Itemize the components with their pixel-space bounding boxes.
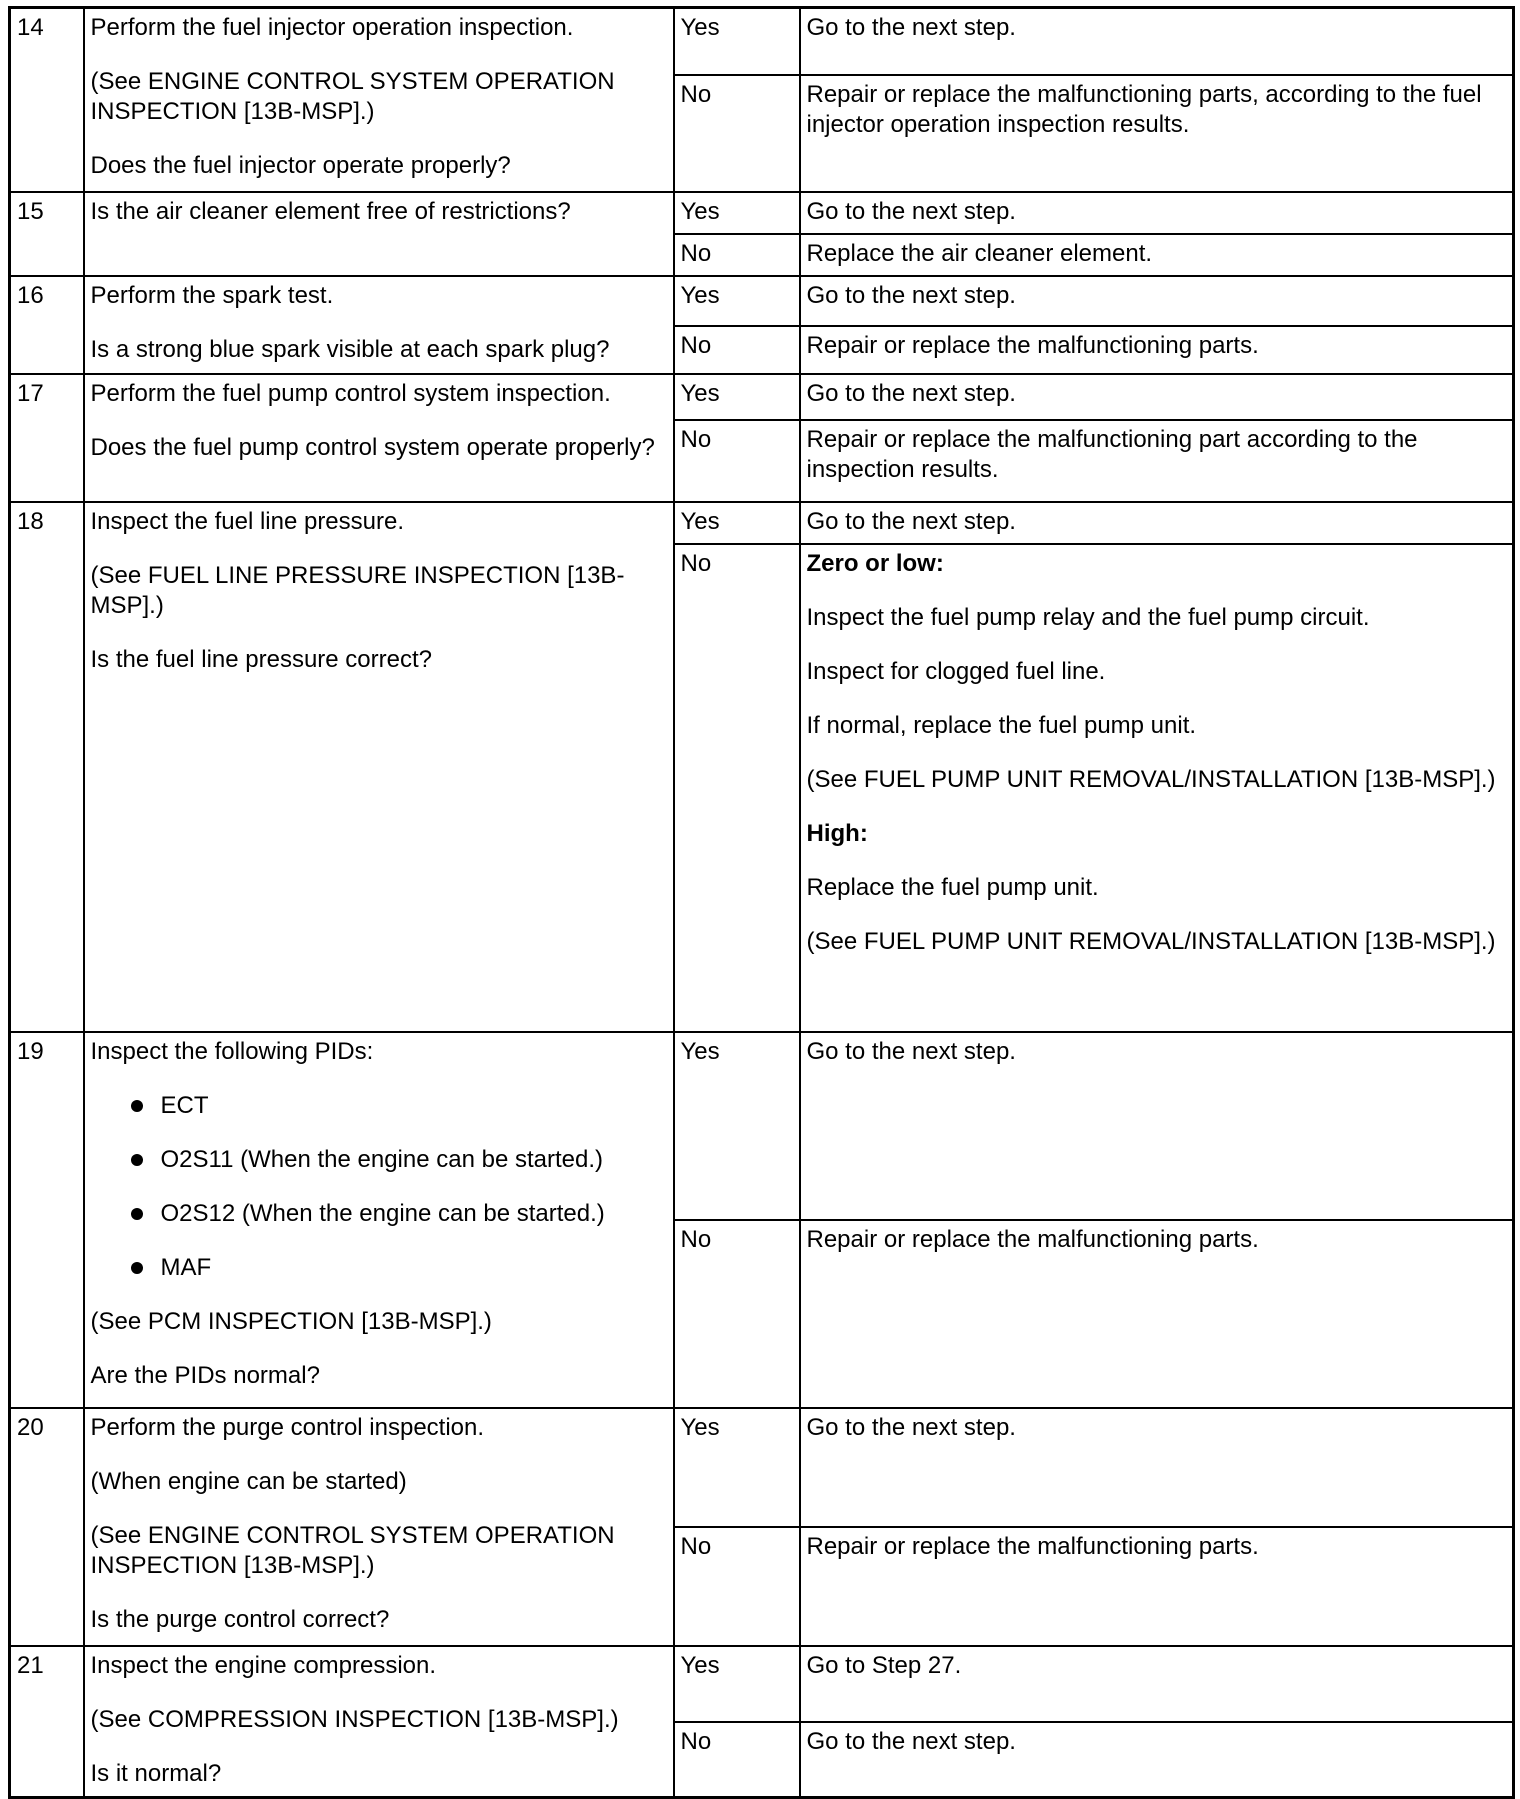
question-line: Is a strong blue spark visible at each spark plug? xyxy=(90,335,610,363)
no-label: No xyxy=(674,234,800,276)
diagnostic-table xyxy=(8,6,1515,1799)
step-number: 19 xyxy=(10,1032,84,1408)
question-line: Inspect the fuel line pressure. xyxy=(90,507,405,535)
bullet-icon xyxy=(131,1208,143,1220)
no-label: No xyxy=(674,544,800,1032)
step-number: 20 xyxy=(10,1408,84,1646)
table-row xyxy=(10,1032,1514,1220)
yes-label: Yes xyxy=(674,1408,800,1527)
question-line: Does the fuel pump control system operate properly? xyxy=(90,433,655,461)
action-line: (See FUEL PUMP UNIT REMOVAL/INSTALLATION [13B-MSP].) xyxy=(806,765,1496,793)
step-number: 18 xyxy=(10,502,84,1032)
step-question xyxy=(84,8,674,192)
pid-list xyxy=(91,1091,667,1283)
pid-label: ECT xyxy=(160,1091,209,1119)
yes-action: Go to the next step. xyxy=(800,374,1514,420)
high-heading: High: xyxy=(806,819,868,847)
question-line: (See FUEL LINE PRESSURE INSPECTION [13B-MSP].) xyxy=(90,561,625,619)
step-question xyxy=(84,374,674,502)
no-label: No xyxy=(674,1220,800,1408)
no-action: Repair or replace the malfunctioning parts. xyxy=(800,1220,1514,1408)
no-action: Go to the next step. xyxy=(800,1722,1514,1798)
step-number: 14 xyxy=(10,8,84,192)
question-line: Perform the spark test. xyxy=(90,281,334,309)
step-question xyxy=(84,1408,674,1646)
question-line: Are the PIDs normal? xyxy=(90,1361,320,1389)
yes-action: Go to the next step. xyxy=(800,276,1514,326)
no-label: No xyxy=(674,75,800,192)
pid-label: O2S11 (When the engine can be started.) xyxy=(160,1145,603,1173)
action-line: Inspect the fuel pump relay and the fuel pump circuit. xyxy=(806,603,1370,631)
yes-label: Yes xyxy=(674,8,800,75)
table-row xyxy=(10,1408,1514,1527)
question-line: (See COMPRESSION INSPECTION [13B-MSP].) xyxy=(90,1705,619,1733)
bullet-icon xyxy=(131,1154,143,1166)
table-row xyxy=(10,8,1514,75)
yes-label: Yes xyxy=(674,276,800,326)
yes-action: Go to the next step. xyxy=(800,192,1514,234)
step-number: 21 xyxy=(10,1646,84,1798)
pid-label: O2S12 (When the engine can be started.) xyxy=(160,1199,605,1227)
step-question xyxy=(84,502,674,1032)
yes-label: Yes xyxy=(674,192,800,234)
no-label: No xyxy=(674,326,800,374)
question-line: Perform the fuel injector operation inspection. xyxy=(90,14,574,41)
no-label: No xyxy=(674,420,800,502)
no-action: Repair or replace the malfunctioning parts. xyxy=(800,326,1514,374)
question-line: (See ENGINE CONTROL SYSTEM OPERATION INSPECTION [13B-MSP].) xyxy=(90,1521,615,1579)
action-line: If normal, replace the fuel pump unit. xyxy=(806,711,1197,739)
question-line: (See PCM INSPECTION [13B-MSP].) xyxy=(90,1307,492,1335)
bullet-icon xyxy=(131,1100,143,1112)
question-line: (See ENGINE CONTROL SYSTEM OPERATION INSPECTION [13B-MSP].) xyxy=(90,68,615,125)
bullet-icon xyxy=(131,1262,143,1274)
diagnostic-procedure xyxy=(8,6,1512,1799)
yes-label: Yes xyxy=(674,1646,800,1722)
list-item xyxy=(131,1199,667,1229)
question-line: Is it normal? xyxy=(90,1759,222,1787)
table-row xyxy=(10,276,1514,326)
question-line: Does the fuel injector operate properly? xyxy=(90,152,511,179)
step-number: 15 xyxy=(10,192,84,276)
no-label: No xyxy=(674,1722,800,1798)
no-label: No xyxy=(674,1527,800,1646)
list-item xyxy=(131,1091,667,1121)
no-action: Replace the air cleaner element. xyxy=(800,234,1514,276)
yes-label: Yes xyxy=(674,374,800,420)
no-action xyxy=(800,544,1514,1032)
step-question xyxy=(84,1646,674,1798)
yes-action: Go to the next step. xyxy=(800,502,1514,544)
zero-or-low-heading: Zero or low: xyxy=(806,549,944,577)
question-line: Is the purge control correct? xyxy=(90,1605,390,1633)
table-row xyxy=(10,1646,1514,1722)
question-line: Inspect the following PIDs: xyxy=(90,1037,374,1065)
yes-action: Go to Step 27. xyxy=(800,1646,1514,1722)
question-line: Perform the purge control inspection. xyxy=(90,1413,485,1441)
step-number: 16 xyxy=(10,276,84,374)
list-item xyxy=(131,1145,667,1175)
no-action: Repair or replace the malfunctioning parts. xyxy=(800,1527,1514,1646)
step-question xyxy=(84,1032,674,1408)
step-question xyxy=(84,276,674,374)
action-line: (See FUEL PUMP UNIT REMOVAL/INSTALLATION [13B-MSP].) xyxy=(806,927,1496,955)
question-line: Is the fuel line pressure correct? xyxy=(90,645,432,673)
table-row xyxy=(10,192,1514,234)
yes-action: Go to the next step. xyxy=(800,1032,1514,1220)
question-line: (When engine can be started) xyxy=(90,1467,407,1495)
no-action: Repair or replace the malfunctioning part according to the inspection results. xyxy=(800,420,1514,502)
no-action: Repair or replace the malfunctioning parts, according to the fuel injector operation inspection results. xyxy=(800,75,1514,192)
step-question xyxy=(84,192,674,276)
list-item xyxy=(131,1253,667,1283)
step-number: 17 xyxy=(10,374,84,502)
yes-label: Yes xyxy=(674,502,800,544)
yes-action: Go to the next step. xyxy=(800,8,1514,75)
yes-label: Yes xyxy=(674,1032,800,1220)
action-line: Inspect for clogged fuel line. xyxy=(806,657,1106,685)
yes-action: Go to the next step. xyxy=(800,1408,1514,1527)
table-row xyxy=(10,502,1514,544)
question-line: Inspect the engine compression. xyxy=(90,1651,437,1679)
table-row xyxy=(10,374,1514,420)
question-line: Is the air cleaner element free of restrictions? xyxy=(90,197,571,225)
question-line: Perform the fuel pump control system inspection. xyxy=(90,379,611,407)
action-line: Replace the fuel pump unit. xyxy=(806,873,1099,901)
pid-label: MAF xyxy=(160,1253,212,1281)
